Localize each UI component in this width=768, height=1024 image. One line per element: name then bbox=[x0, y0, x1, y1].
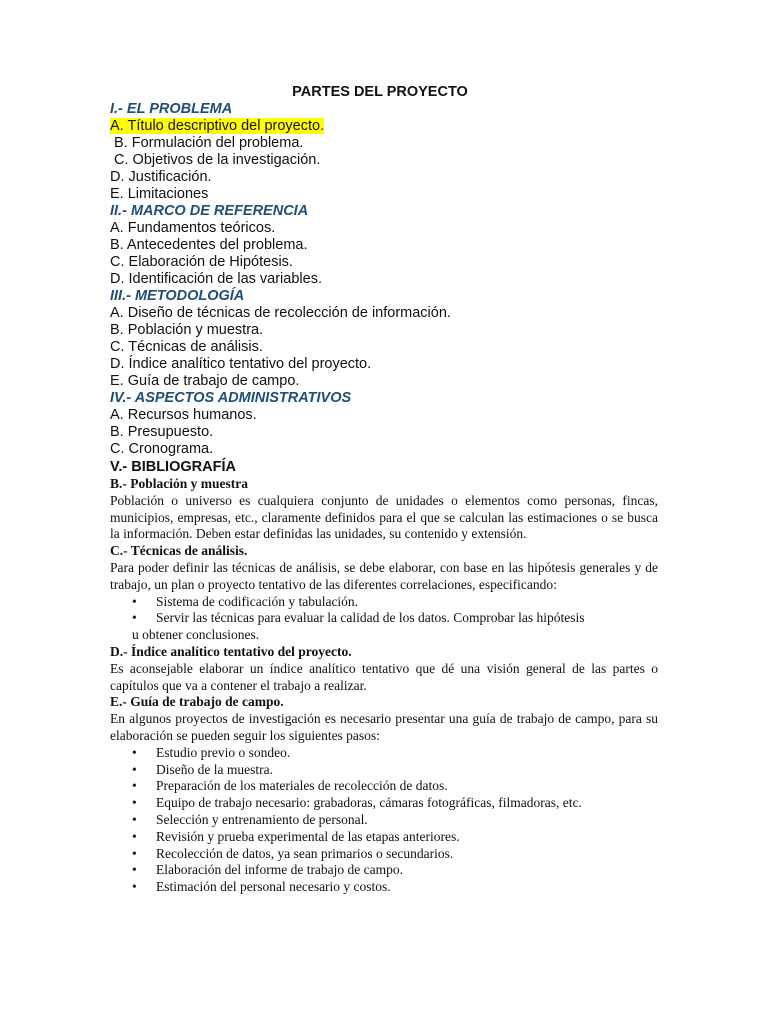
section-heading: III.- METODOLOGÍA bbox=[110, 288, 245, 304]
paragraph: Es aconsejable elaborar un índice analítico tentativo que dé una visión general de las partes o capítulos que va a contener el trabajo a realizar. bbox=[110, 660, 658, 693]
list-item: • Sistema de codificación y tabulación. bbox=[132, 593, 359, 609]
subsection-heading: C.- Técnicas de análisis. bbox=[110, 543, 248, 559]
list-item: • Preparación de los materiales de recolección de datos. bbox=[132, 778, 448, 794]
list-item: • Diseño de la muestra. bbox=[132, 761, 273, 777]
subsection-heading: E.- Guía de trabajo de campo. bbox=[110, 694, 284, 710]
outline-item: E. Limitaciones bbox=[110, 186, 209, 202]
list-item: • Elaboración del informe de trabajo de campo. bbox=[132, 862, 404, 878]
outline-item: C. Objetivos de la investigación. bbox=[110, 152, 321, 168]
section-heading: I.- EL PROBLEMA bbox=[110, 101, 233, 117]
outline-item: B. Antecedentes del problema. bbox=[110, 237, 308, 253]
bullet-icon: • bbox=[132, 879, 137, 895]
bullet-icon: • bbox=[132, 862, 137, 878]
subsection-heading: B.- Población y muestra bbox=[110, 476, 248, 491]
list-item: • Estimación del personal necesario y costos. bbox=[132, 879, 391, 895]
bullet-icon: • bbox=[132, 778, 137, 794]
bullet-list bbox=[110, 594, 658, 644]
bullet-icon: • bbox=[132, 593, 137, 609]
outline-item: C. Técnicas de análisis. bbox=[110, 339, 263, 355]
outline-item: A. Fundamentos teóricos. bbox=[110, 220, 276, 236]
list-item: • Revisión y prueba experimental de las etapas anteriores. bbox=[132, 828, 460, 844]
outline-item: B. Presupuesto. bbox=[110, 424, 214, 440]
outline-item: B. Formulación del problema. bbox=[110, 135, 304, 151]
bullet-list bbox=[110, 745, 658, 896]
list-item: • Recolección de datos, ya sean primarios o secundarios. bbox=[132, 845, 454, 861]
bullet-icon: • bbox=[132, 761, 137, 777]
outline-item: D. Justificación. bbox=[110, 169, 212, 185]
highlighted-text: A. Título descriptivo del proyecto. bbox=[110, 118, 325, 134]
paragraph: En algunos proyectos de investigación es necesario presentar una guía de trabajo de campo, para su elaboración se pueden seguir los siguientes pasos: bbox=[110, 711, 658, 743]
list-item: • Selección y entrenamiento de personal. bbox=[132, 811, 368, 827]
outline-item: E. Guía de trabajo de campo. bbox=[110, 373, 300, 389]
page-title: PARTES DEL PROYECTO bbox=[292, 84, 468, 100]
bullet-icon: • bbox=[132, 811, 137, 827]
outline-item: A. Recursos humanos. bbox=[110, 407, 257, 423]
section-heading: II.- MARCO DE REFERENCIA bbox=[110, 203, 309, 219]
outline-item: D. Índice analítico tentativo del proyecto. bbox=[110, 356, 372, 372]
list-item: • Servir las técnicas para evaluar la calidad de los datos. Comprobar las hipótesis u obtener conclusiones. bbox=[132, 610, 585, 643]
outline-item: C. Cronograma. bbox=[110, 441, 214, 457]
document-page bbox=[110, 84, 658, 896]
bullet-icon: • bbox=[132, 795, 137, 811]
bullet-icon: • bbox=[132, 828, 137, 844]
bibliography-heading: V.- BIBLIOGRAFÍA bbox=[110, 459, 236, 475]
outline-item: C. Elaboración de Hipótesis. bbox=[110, 254, 293, 270]
paragraph: Población o universo es cualquiera conjunto de unidades o elementos como personas, fincas, municipios, empresas, etc., claramente definidos para el que se calculan las estimaciones o se busca la información. Deben estar definidas las unidades, su contenido y extensión. bbox=[110, 492, 658, 542]
outline-item: B. Población y muestra. bbox=[110, 322, 264, 338]
list-item: • Estudio previo o sondeo. bbox=[132, 744, 291, 760]
outline-item: A. Diseño de técnicas de recolección de información. bbox=[110, 305, 451, 321]
section-heading: IV.- ASPECTOS ADMINISTRATIVOS bbox=[110, 390, 352, 406]
subsection-heading: D.- Índice analítico tentativo del proyecto. bbox=[110, 643, 352, 659]
outline-item: D. Identificación de las variables. bbox=[110, 271, 322, 287]
list-item: • Equipo de trabajo necesario: grabadoras, cámaras fotográficas, filmadoras, etc. bbox=[132, 795, 582, 811]
bullet-icon: • bbox=[132, 610, 137, 626]
bullet-icon: • bbox=[132, 744, 137, 760]
bullet-icon: • bbox=[132, 845, 137, 861]
paragraph: Para poder definir las técnicas de análisis, se debe elaborar, con base en las hipótesis generales y de trabajo, un plan o proyecto tentativo de las diferentes correlaciones, especificando: bbox=[110, 559, 658, 592]
outline-item bbox=[110, 118, 658, 135]
